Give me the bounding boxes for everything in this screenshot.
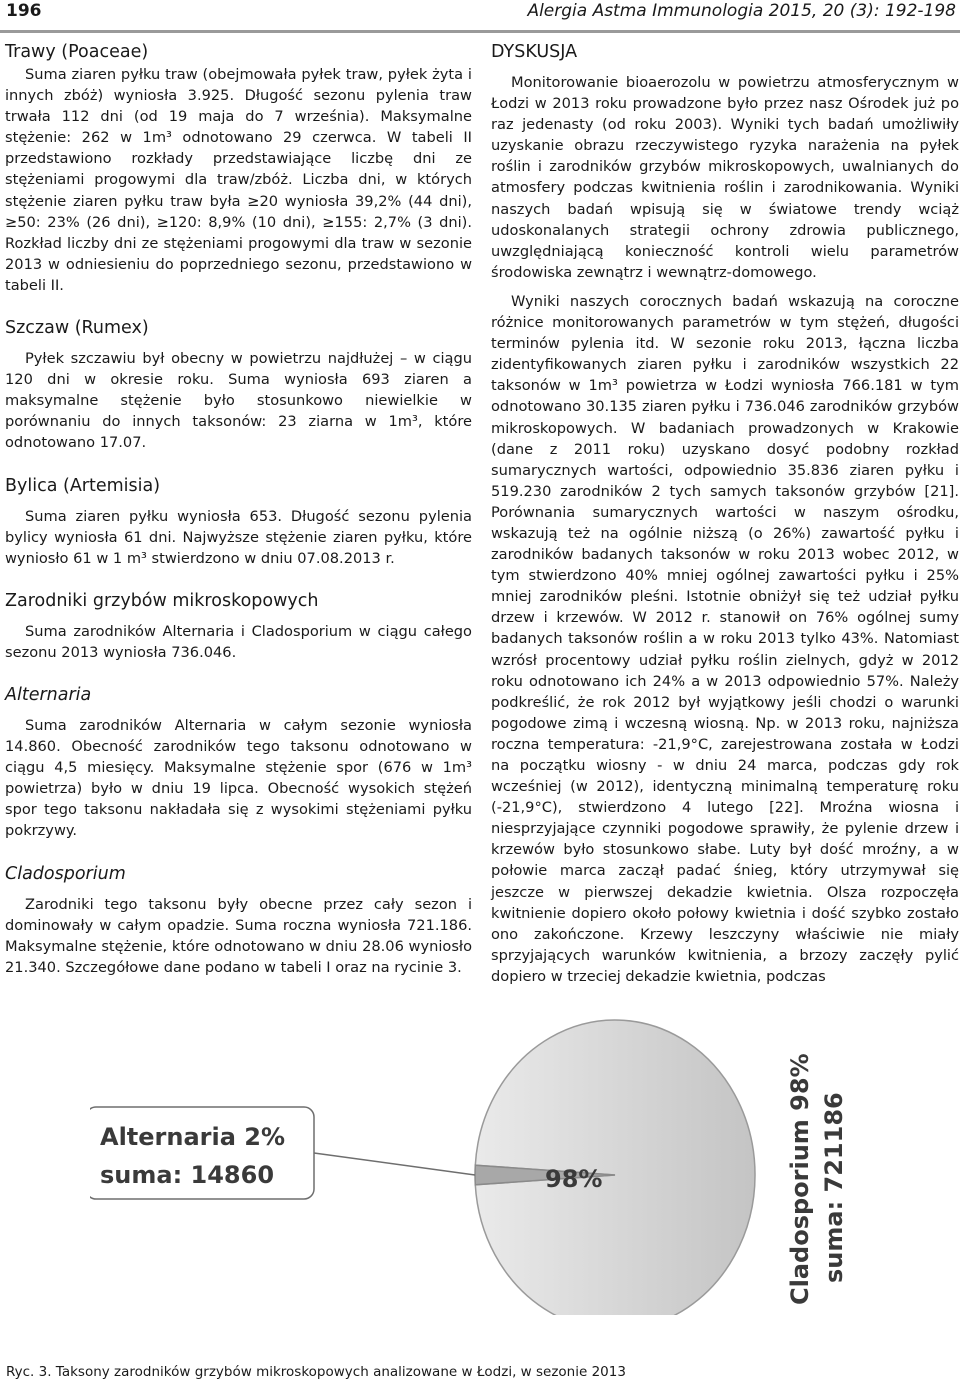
figure-caption: Ryc. 3. Taksony zarodników grzybów mikroskopowych analizowane w Łodzi, w sezonie 2013 xyxy=(6,1364,626,1380)
paragraph-artemisia: Suma ziaren pyłku wyniosła 653. Długość sezonu pylenia bylicy wyniosła 61 dni. Najwyższe stężenie ziaren pyłku, które wyniosło 61 w 1 m³ stwierdzono w dniu 07.08.2013 r. xyxy=(5,507,472,567)
section-title-artemisia: Bylica (Artemisia) xyxy=(5,475,161,496)
alternaria-label-sum: suma: 14860 xyxy=(100,1161,275,1189)
cladosporium-percent-label: 98% xyxy=(545,1165,603,1193)
paragraph-cladosporium: Zarodniki tego taksonu były obecne przez cały sezon i dominowały w całym opadzie. Suma roczna wyniosła 721.186. Maksymalne stężenie, które odnotowano w dniu 28.06 wyniosło 21.340. Szczegółowe dane podano w tabeli I oraz na rycinie 3. xyxy=(5,895,472,976)
page-number: 196 xyxy=(6,1,42,21)
section-title-discussion: DYSKUSJA xyxy=(491,42,578,62)
paragraph-fungi: Suma zarodników Alternaria i Cladosporium w ciągu całego sezonu 2013 wyniosła 736.046. xyxy=(5,622,472,661)
cladosporium-label-sum: suma: 721186 xyxy=(820,1092,848,1283)
section-title-alternaria: Alternaria xyxy=(5,684,92,705)
left-column xyxy=(5,40,472,978)
alternaria-leader-line xyxy=(314,1153,475,1175)
right-column xyxy=(491,40,959,987)
journal-title: Alergia Astma Immunologia 2015, 20 (3): 192-198 xyxy=(527,1,956,21)
page-header xyxy=(0,0,960,33)
paragraph-discussion-1: Monitorowanie bioaerozolu w powietrzu atmosferycznym w Łodzi w 2013 roku prowadzone było przez nasz Ośrodek już po raz jedenasty (od roku 2003). Wyniki tych badań umożliwiły uzyskanie obrazu rzeczywistego ryzyka narażenia na pyłek roślin i zarodników grzybów mikroskopowych, uwalnianych do atmosfery podczas kwitnienia roślin i zarodnikowania. Wyniki naszych badań wpisują się w światowe trendy wciąż udoskonalanych strategii ochrony zdrowia publicznego, uwzględniającą konieczność kontroli wielu parametrów środowiska zewnątrz i wewnątrz-domowego. xyxy=(491,74,959,281)
paragraph-discussion-2: Wyniki naszych corocznych badań wskazują na coroczne różnice monitorowanych parametrów w tym stężeń, długości terminów pylenia itd. W sezonie roku 2013, łączna liczba zidentyfikowanych ziaren pyłku i zarodników wszystkich 22 taksonów w 1m³ powietrza w Łodzi wyniosła 766.181 w tym odnotowano 30.135 ziaren pyłku i 736.046 zarodników grzybów mikroskopowych. W badaniach prowadzonych w Krakowie (dane z 2011 roku) uzyskano dosyć podobny rozkład sumarycznych wartości, odpowiednio 35.836 ziaren pyłku i 519.230 zarodników 2 tych samych taksonów grzybów [21]. Porównania sumarycznych wartości w naszym ośrodku, wskazują też na ogólnie niższą (o 26%) zawartość pyłku i zarodników badanych taksonów w roku 2013 wobec 2012, w tym stwierdzono 40% mniej ogólnej zawartości pyłku i 25% mniej zarodników pleśni. Istotnie obniżył się też udział pyłku drzew i krzewów. W 2012 r. stanowił on 76% ogólnej sumy badanych taksonów roślin a w roku 2013 tylko 43%. Natomiast wzrósł procentowy udział pyłku roślin zielnych, gdyż w 2012 roku odnotowano ich 24% a w 2013 odpowiednio 57%. Należy podkreślić, że rok 2012 był wyjątkowy jeśli chodzi o warunki pogodowe zimą i wczesną wiosną. Np. w 2013 roku, najniższa roczna temperatura: -21,9°C, zarejestrowana została w Łodzi na początku wiosny - w dniu 24 marca, podczas gdy rok wcześniej (w 2012), identyczną minimalną temperaturę roku (-21,9°C), stwierdzono 4 lutego [22]. Mroźna wiosna i niesprzyjające czynniki pogodowe sprawiły, że pylenie drzew i krzewów było stosunkowo słabe. Luty był dość mroźny, a w połowie marca zaczął padać śnieg, który utrzymywał się jeszcze w pierwszej dekadzie kwietnia. Olsza rozpoczęła kwitnienie dopiero około połowy kwietnia i dość szybko zostało ono zakończone. Krzewy leszczyny właściwie nie miały sprzyjających warunków kwitnienia, a brzozy zaczęły pylić dopiero w trzeciej dekadzie kwietnia, podczas xyxy=(491,292,959,985)
section-title-fungi: Zarodniki grzybów mikroskopowych xyxy=(5,590,319,611)
paragraph-alternaria: Suma zarodników Alternaria w całym sezonie wyniosła 14.860. Obecność zarodników tego taksonu odnotowano w ciągu 4,5 miesięcy. Maksymalne stężenie spor (676 w 1m³ powietrza) było w dniu 19 lipca. Obecność wysokich stężeń spor tego taksonu nakładała się z wysokimi stężeniami pyłku pokrzywy. xyxy=(5,716,472,840)
section-title-poaceae: Trawy (Poaceae) xyxy=(5,42,149,62)
paragraph-rumex: Pyłek szczawiu był obecny w powietrzu najdłużej – w ciągu 120 dni w okresie roku. Suma wyniosła 693 ziaren a maksymalne stężenie było stosunkowo niewielkie w porównaniu do innych taksonów: 23 ziarna w 1m³, które odnotowano 17.07. xyxy=(5,350,472,452)
section-title-cladosporium: Cladosporium xyxy=(5,863,126,884)
section-title-rumex: Szczaw (Rumex) xyxy=(5,318,149,339)
pie-chart-figure xyxy=(90,1015,870,1315)
cladosporium-label-name: Cladosporium 98% xyxy=(786,1053,814,1305)
alternaria-label-name: Alternaria 2% xyxy=(100,1123,286,1151)
pie-chart xyxy=(90,1015,870,1315)
paragraph-poaceae: Suma ziaren pyłku traw (obejmowała pyłek traw, pyłek żyta i innych zbóż) wyniosła 3.925. Długość sezonu pylenia traw trwała 112 dni (od 19 maja do 7 września). Maksymalne stężenie: 262 w 1m³ odnotowano 29 czerwca. W tabeli II przedstawiono rozkłady przedstawiające liczbę dni ze stężeniami progowymi dla traw/zbóż. Liczba dni, w których stężenie ziaren pyłku traw była ≥20 wyniosła 39,2% (44 dni), ≥50: 23% (26 dni), ≥120: 8,9% (10 dni), ≥155: 2,7% (3 dni). Rozkład liczby dni ze stężeniami progowymi dla traw w sezonie 2013 w odniesieniu do poprzedniego sezonu, przedstawiono w tabeli II. xyxy=(5,66,472,294)
